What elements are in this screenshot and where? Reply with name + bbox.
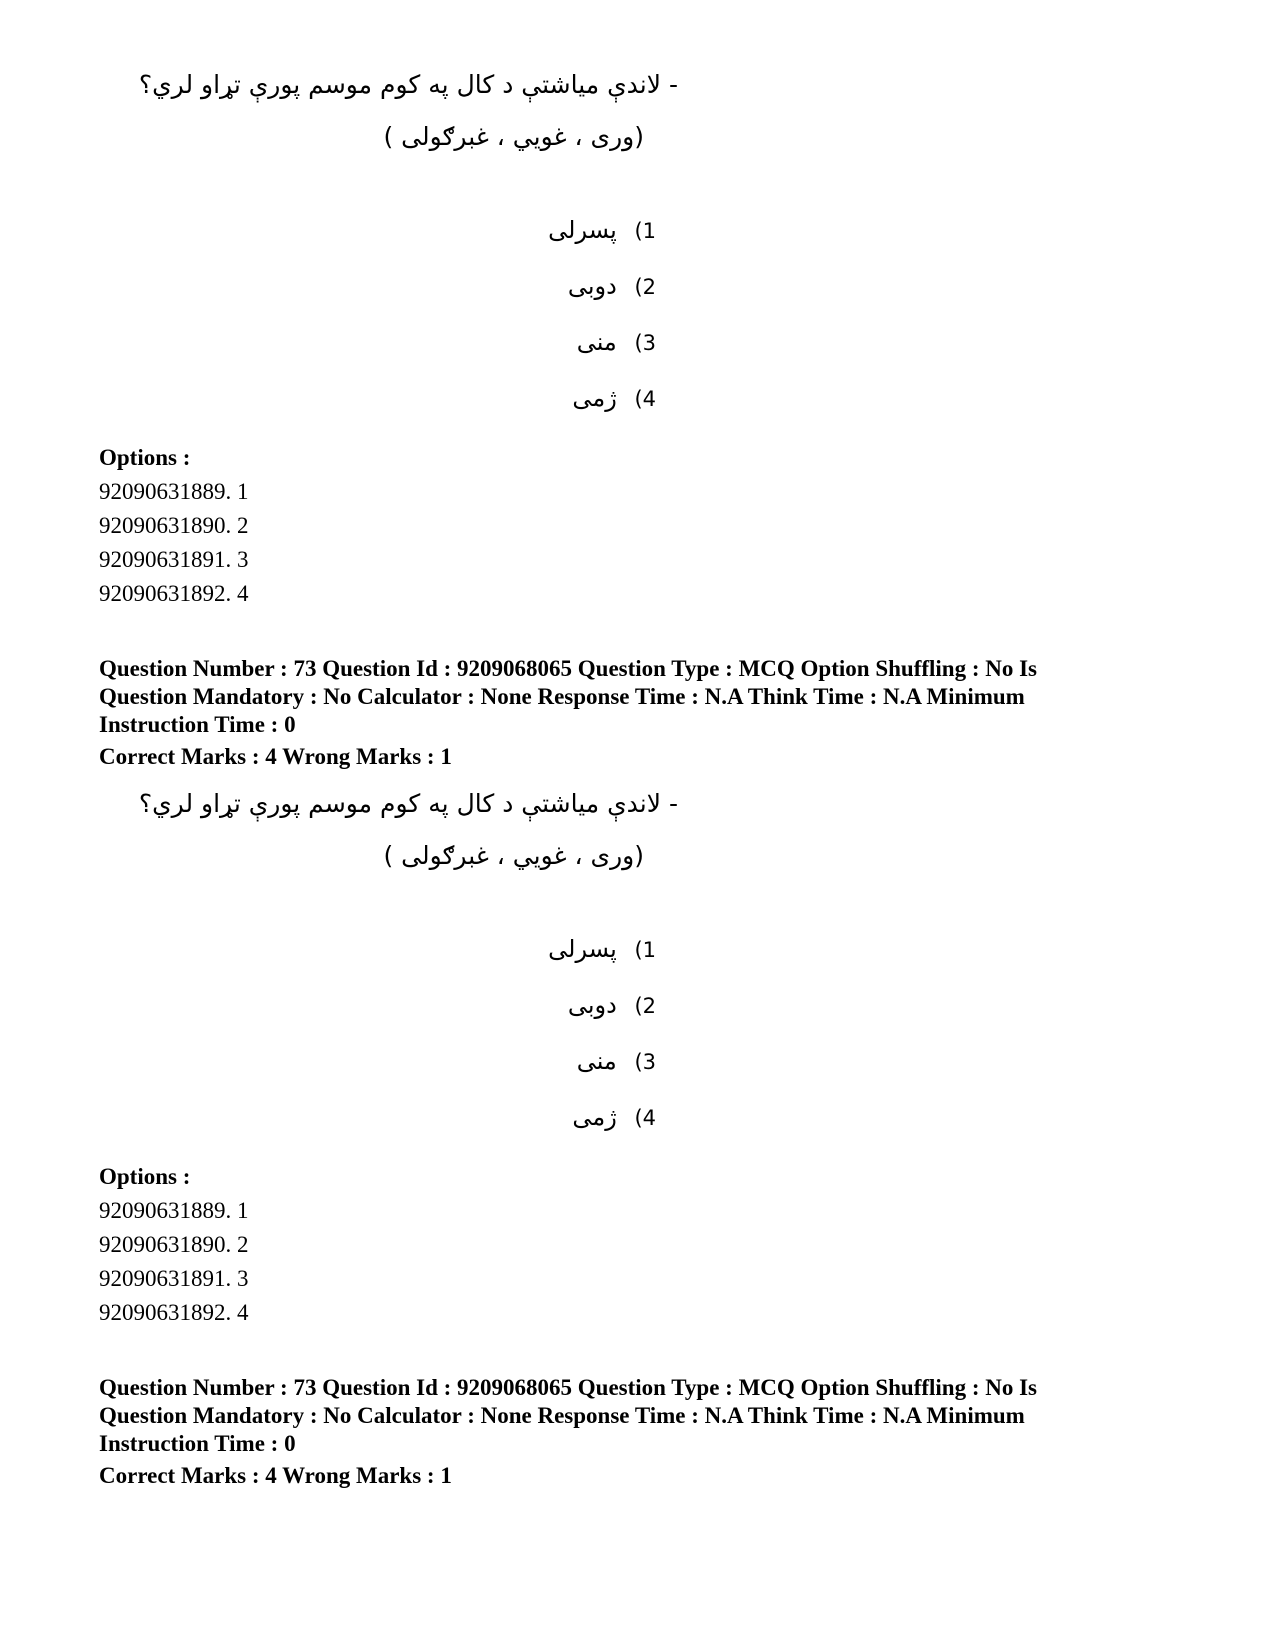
choice-number: (4	[634, 387, 656, 411]
question-meta	[99, 1374, 1179, 1458]
choice-item	[577, 1047, 656, 1075]
choice-item	[568, 272, 656, 300]
meta-line: Question Mandatory : No Calculator : None Response Time : N.A Think Time : N.A Minimum	[99, 1403, 1025, 1428]
question-text-line: (ورى ، غويي ، غبرګولی )	[383, 841, 644, 870]
choice-number: (1	[634, 219, 656, 243]
meta-line: Instruction Time : 0	[99, 1431, 296, 1456]
choice-number: (2	[634, 275, 656, 299]
option-item: 92090631892. 4	[99, 581, 249, 606]
choice-item	[572, 384, 656, 412]
choice-number: (4	[634, 1106, 656, 1130]
choice-text: ژمی	[572, 1103, 617, 1131]
choice-number: (3	[634, 1050, 656, 1074]
question-image	[118, 64, 678, 449]
option-item: 92090631891. 3	[99, 1266, 249, 1291]
option-item: 92090631890. 2	[99, 513, 249, 538]
choice-item	[548, 935, 656, 963]
options-list	[99, 1160, 249, 1330]
choice-item	[568, 991, 656, 1019]
meta-line: Question Number : 73 Question Id : 9209068065 Question Type : MCQ Option Shuffling : No Is	[99, 656, 1038, 681]
choice-text: ژمی	[572, 384, 617, 412]
choice-text: پسرلی	[548, 935, 617, 963]
marks-line: Correct Marks : 4 Wrong Marks : 1	[99, 1463, 452, 1488]
meta-line: Question Mandatory : No Calculator : None Response Time : N.A Think Time : N.A Minimum	[99, 684, 1025, 709]
options-header: Options :	[99, 1164, 191, 1189]
choice-item	[572, 1103, 656, 1131]
choice-text: پسرلی	[548, 216, 617, 244]
question-meta	[99, 655, 1179, 739]
meta-line: Instruction Time : 0	[99, 712, 296, 737]
options-list	[99, 441, 249, 611]
option-item: 92090631892. 4	[99, 1300, 249, 1325]
choice-number: (1	[634, 938, 656, 962]
option-item: 92090631889. 1	[99, 1198, 249, 1223]
choice-text: منی	[576, 328, 617, 356]
choice-text: دوبی	[567, 991, 617, 1019]
choice-text: منی	[576, 1047, 617, 1075]
choice-item	[548, 216, 656, 244]
choice-text: دوبی	[567, 272, 617, 300]
option-item: 92090631891. 3	[99, 547, 249, 572]
option-item: 92090631889. 1	[99, 479, 249, 504]
meta-line: Question Number : 73 Question Id : 9209068065 Question Type : MCQ Option Shuffling : No Is	[99, 1375, 1038, 1400]
choice-number: (3	[634, 331, 656, 355]
choice-item	[577, 328, 656, 356]
option-item: 92090631890. 2	[99, 1232, 249, 1257]
question-text-line: - لاندې میاشتې د کال په کوم موسم پورې تړاو لري؟	[138, 70, 678, 99]
options-header: Options :	[99, 445, 191, 470]
marks-line: Correct Marks : 4 Wrong Marks : 1	[99, 744, 452, 769]
question-image	[118, 783, 678, 1168]
question-text-line: - لاندې میاشتې د کال په کوم موسم پورې تړاو لري؟	[138, 789, 678, 818]
choice-number: (2	[634, 994, 656, 1018]
question-text-line: (ورى ، غويي ، غبرګولی )	[383, 122, 644, 151]
